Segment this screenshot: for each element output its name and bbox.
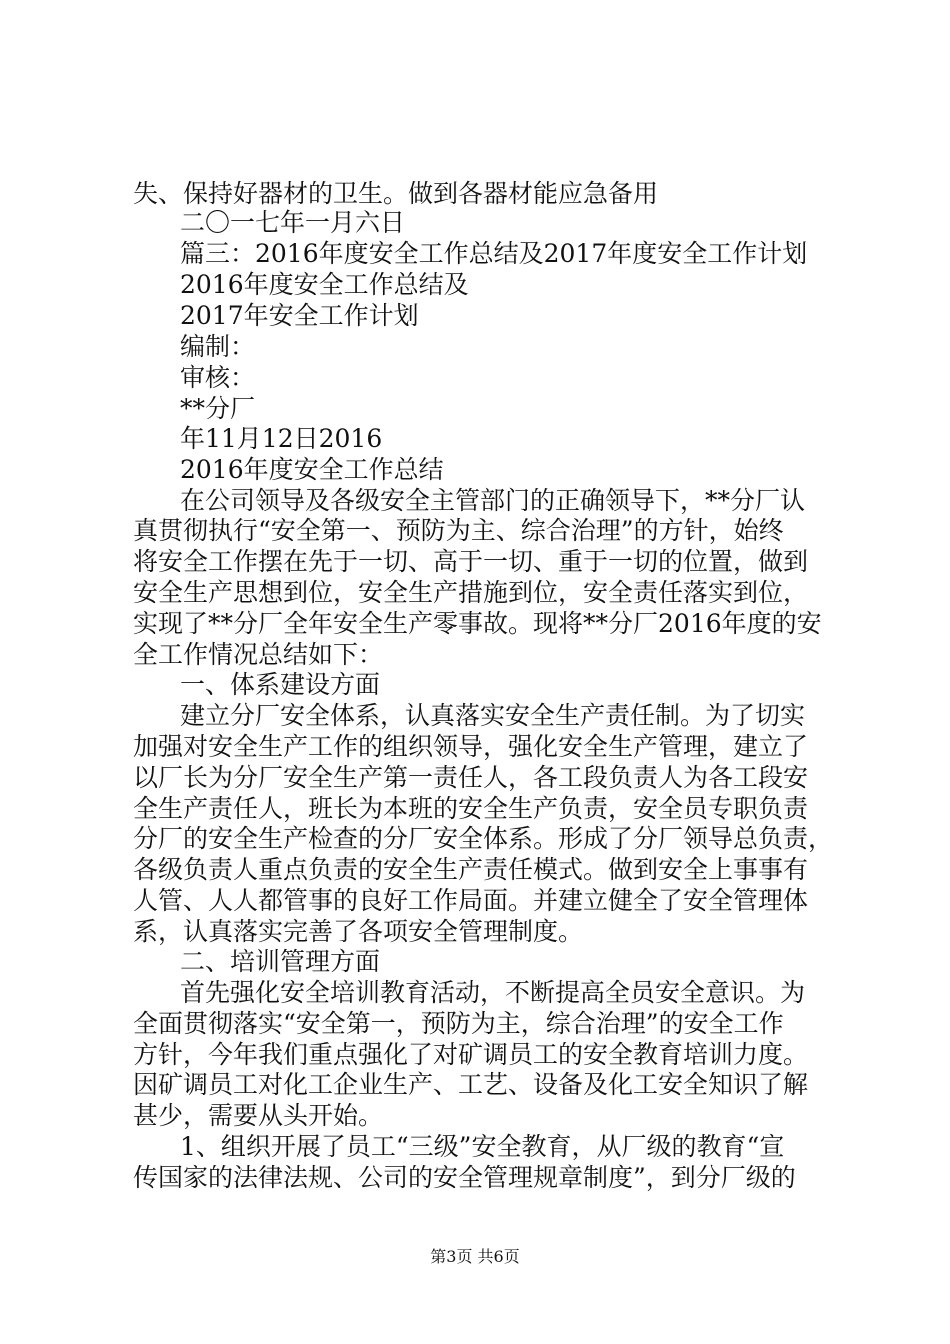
paragraph-line: 1、组织开展了员工“三级”安全教育，从厂级的教育“宣 xyxy=(180,1132,785,1161)
paragraph-line: 首先强化安全培训教育活动，不断提高全员安全意识。为 xyxy=(180,978,806,1007)
paragraph-line: 全工作情况总结如下： xyxy=(133,640,384,669)
paragraph-line: 人管、人人都管事的良好工作局面。并建立健全了安全管理体 xyxy=(133,886,809,915)
subheading-system: 一、体系建设方面 xyxy=(180,670,381,699)
paragraph-line: 因矿调员工对化工企业生产、工艺、设备及化工安全知识了解 xyxy=(133,1070,809,1099)
paragraph-line: 传国家的法律法规、公司的安全管理规章制度”，到分厂级的 xyxy=(133,1163,796,1192)
paragraph-line: 全生产责任人，班长为本班的安全生产负责，安全员专职负责 xyxy=(133,794,809,823)
paragraph-line: 加强对安全生产工作的组织领导，强化安全生产管理，建立了 xyxy=(133,732,809,761)
paragraph-line: 方针，今年我们重点强化了对矿调员工的安全教育培训力度。 xyxy=(133,1040,809,1069)
compiler-label: 编制： xyxy=(180,332,256,361)
paragraph-line: 各级负责人重点负责的安全生产责任模式。做到安全上事事有 xyxy=(133,855,809,884)
paragraph-line: 安全生产思想到位，安全生产措施到位，安全责任落实到位， xyxy=(133,578,809,607)
paragraph-line: 系，认真落实完善了各项安全管理制度。 xyxy=(133,917,584,946)
reviewer-label: 审核： xyxy=(180,363,256,392)
paragraph-line: 全面贯彻落实“安全第一，预防为主，综合治理”的安全工作 xyxy=(133,1009,784,1038)
paragraph-line: 真贯彻执行“安全第一、预防为主、综合治理”的方针，始终 xyxy=(133,516,784,545)
branch-name: **分厂 xyxy=(180,394,256,423)
cover-title-line-2: 2017年安全工作计划 xyxy=(180,301,419,330)
section-title: 篇三：2016年度安全工作总结及2017年度安全工作计划 xyxy=(180,239,808,268)
cover-date: 年11月12日2016 xyxy=(180,424,383,453)
paragraph-line: 以厂长为分厂安全生产第一责任人，各工段负责人为各工段安 xyxy=(133,763,809,792)
paragraph-line: 建立分厂安全体系，认真落实安全生产责任制。为了切实 xyxy=(180,701,806,730)
paragraph-line: 在公司领导及各级安全主管部门的正确领导下，**分厂认 xyxy=(180,486,806,515)
paragraph-line: 实现了**分厂全年安全生产零事故。现将**分厂2016年度的安 xyxy=(133,609,822,638)
paragraph-line: 甚少，需要从头开始。 xyxy=(133,1101,384,1130)
paragraph-line: 将安全工作摆在先于一切、高于一切、重于一切的位置，做到 xyxy=(133,547,809,576)
cover-title-line-1: 2016年度安全工作总结及 xyxy=(180,270,469,299)
subheading-training: 二、培训管理方面 xyxy=(180,947,381,976)
text-line: 失、保持好器材的卫生。做到各器材能应急备用 xyxy=(133,179,659,208)
paragraph-line: 分厂的安全生产检查的分厂安全体系。形成了分厂领导总负责， xyxy=(133,824,834,853)
date-line: 二〇一七年一月六日 xyxy=(180,208,406,237)
summary-heading: 2016年度安全工作总结 xyxy=(180,455,444,484)
page-number: 第3页 共6页 xyxy=(430,1247,520,1266)
